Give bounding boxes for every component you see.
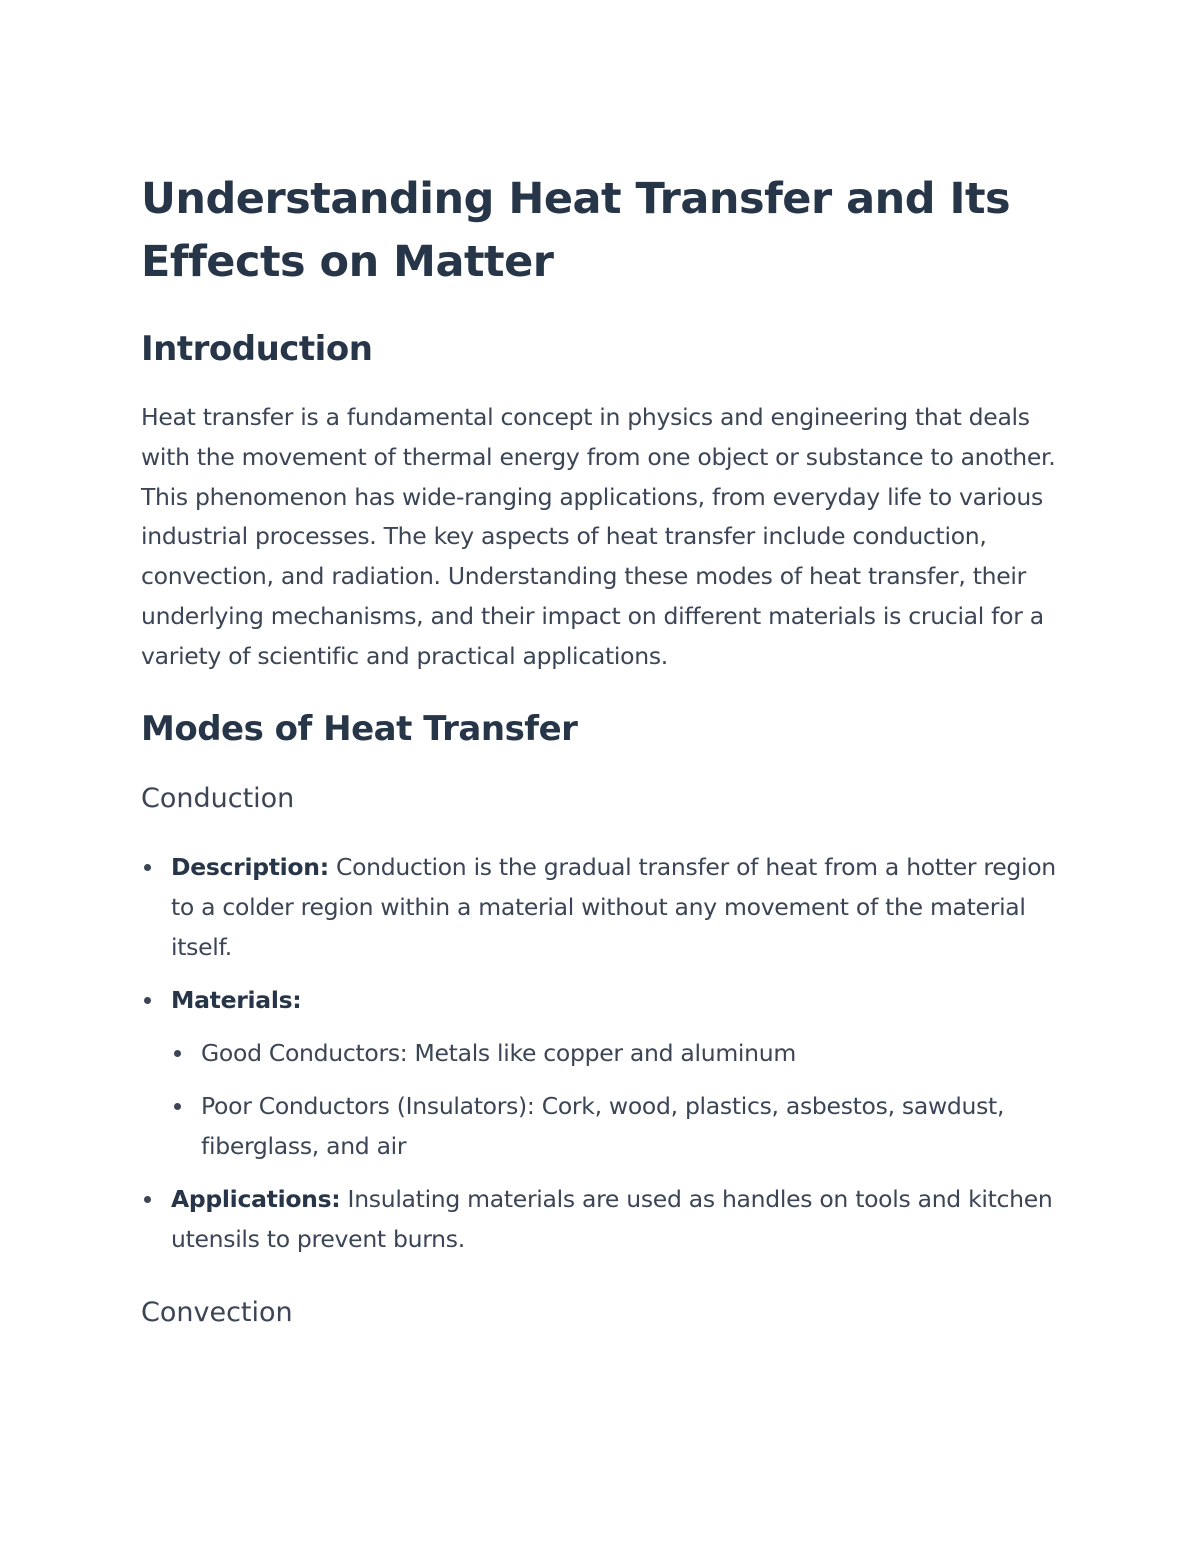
list-item-applications — [141, 1179, 1061, 1259]
introduction-paragraph: Heat transfer is a fundamental concept in physics and engineering that deals with the movement of thermal energy from one object or substance to another. This phenomenon has wide-ranging applications, from everyday life to various industrial processes. The key aspects of heat transfer include conduction, convection, and radiation. Understanding these modes of heat transfer, their underlying mechanisms, and their impact on different materials is crucial for a variety of scientific and practical applications. — [141, 403, 1056, 670]
materials-sublist — [171, 1033, 1061, 1166]
materials-label: Materials: — [171, 985, 302, 1014]
applications-label: Applications: — [171, 1184, 341, 1213]
document-page — [141, 168, 1061, 1331]
conduction-heading: Conduction — [141, 782, 295, 814]
list-item-materials — [141, 980, 1061, 1166]
description-text: Conduction is the gradual transfer of heat from a hotter region to a colder region within a material without any movement of the material itself. — [171, 852, 1056, 961]
list-item-poor-conductors — [171, 1086, 1061, 1166]
bullet-icon — [174, 1103, 181, 1110]
list-item-good-conductors — [171, 1033, 1061, 1073]
convection-heading: Convection — [141, 1296, 293, 1328]
introduction-heading: Introduction — [141, 329, 373, 369]
bullet-icon — [144, 1196, 151, 1203]
bullet-icon — [144, 997, 151, 1004]
good-conductors-text: Good Conductors: Metals like copper and aluminum — [201, 1038, 796, 1067]
description-label: Description: — [171, 852, 329, 881]
bullet-icon — [144, 864, 151, 871]
bullet-icon — [174, 1050, 181, 1057]
poor-conductors-text: Poor Conductors (Insulators): Cork, wood, plastics, asbestos, sawdust, fiberglass, and air — [201, 1091, 1005, 1160]
applications-text: Insulating materials are used as handles on tools and kitchen utensils to prevent burns. — [171, 1184, 1053, 1253]
document-title: Understanding Heat Transfer and Its Effects on Matter — [141, 174, 1011, 287]
list-item-description — [141, 847, 1061, 967]
modes-heading: Modes of Heat Transfer — [141, 708, 578, 749]
conduction-list — [141, 847, 1061, 1259]
